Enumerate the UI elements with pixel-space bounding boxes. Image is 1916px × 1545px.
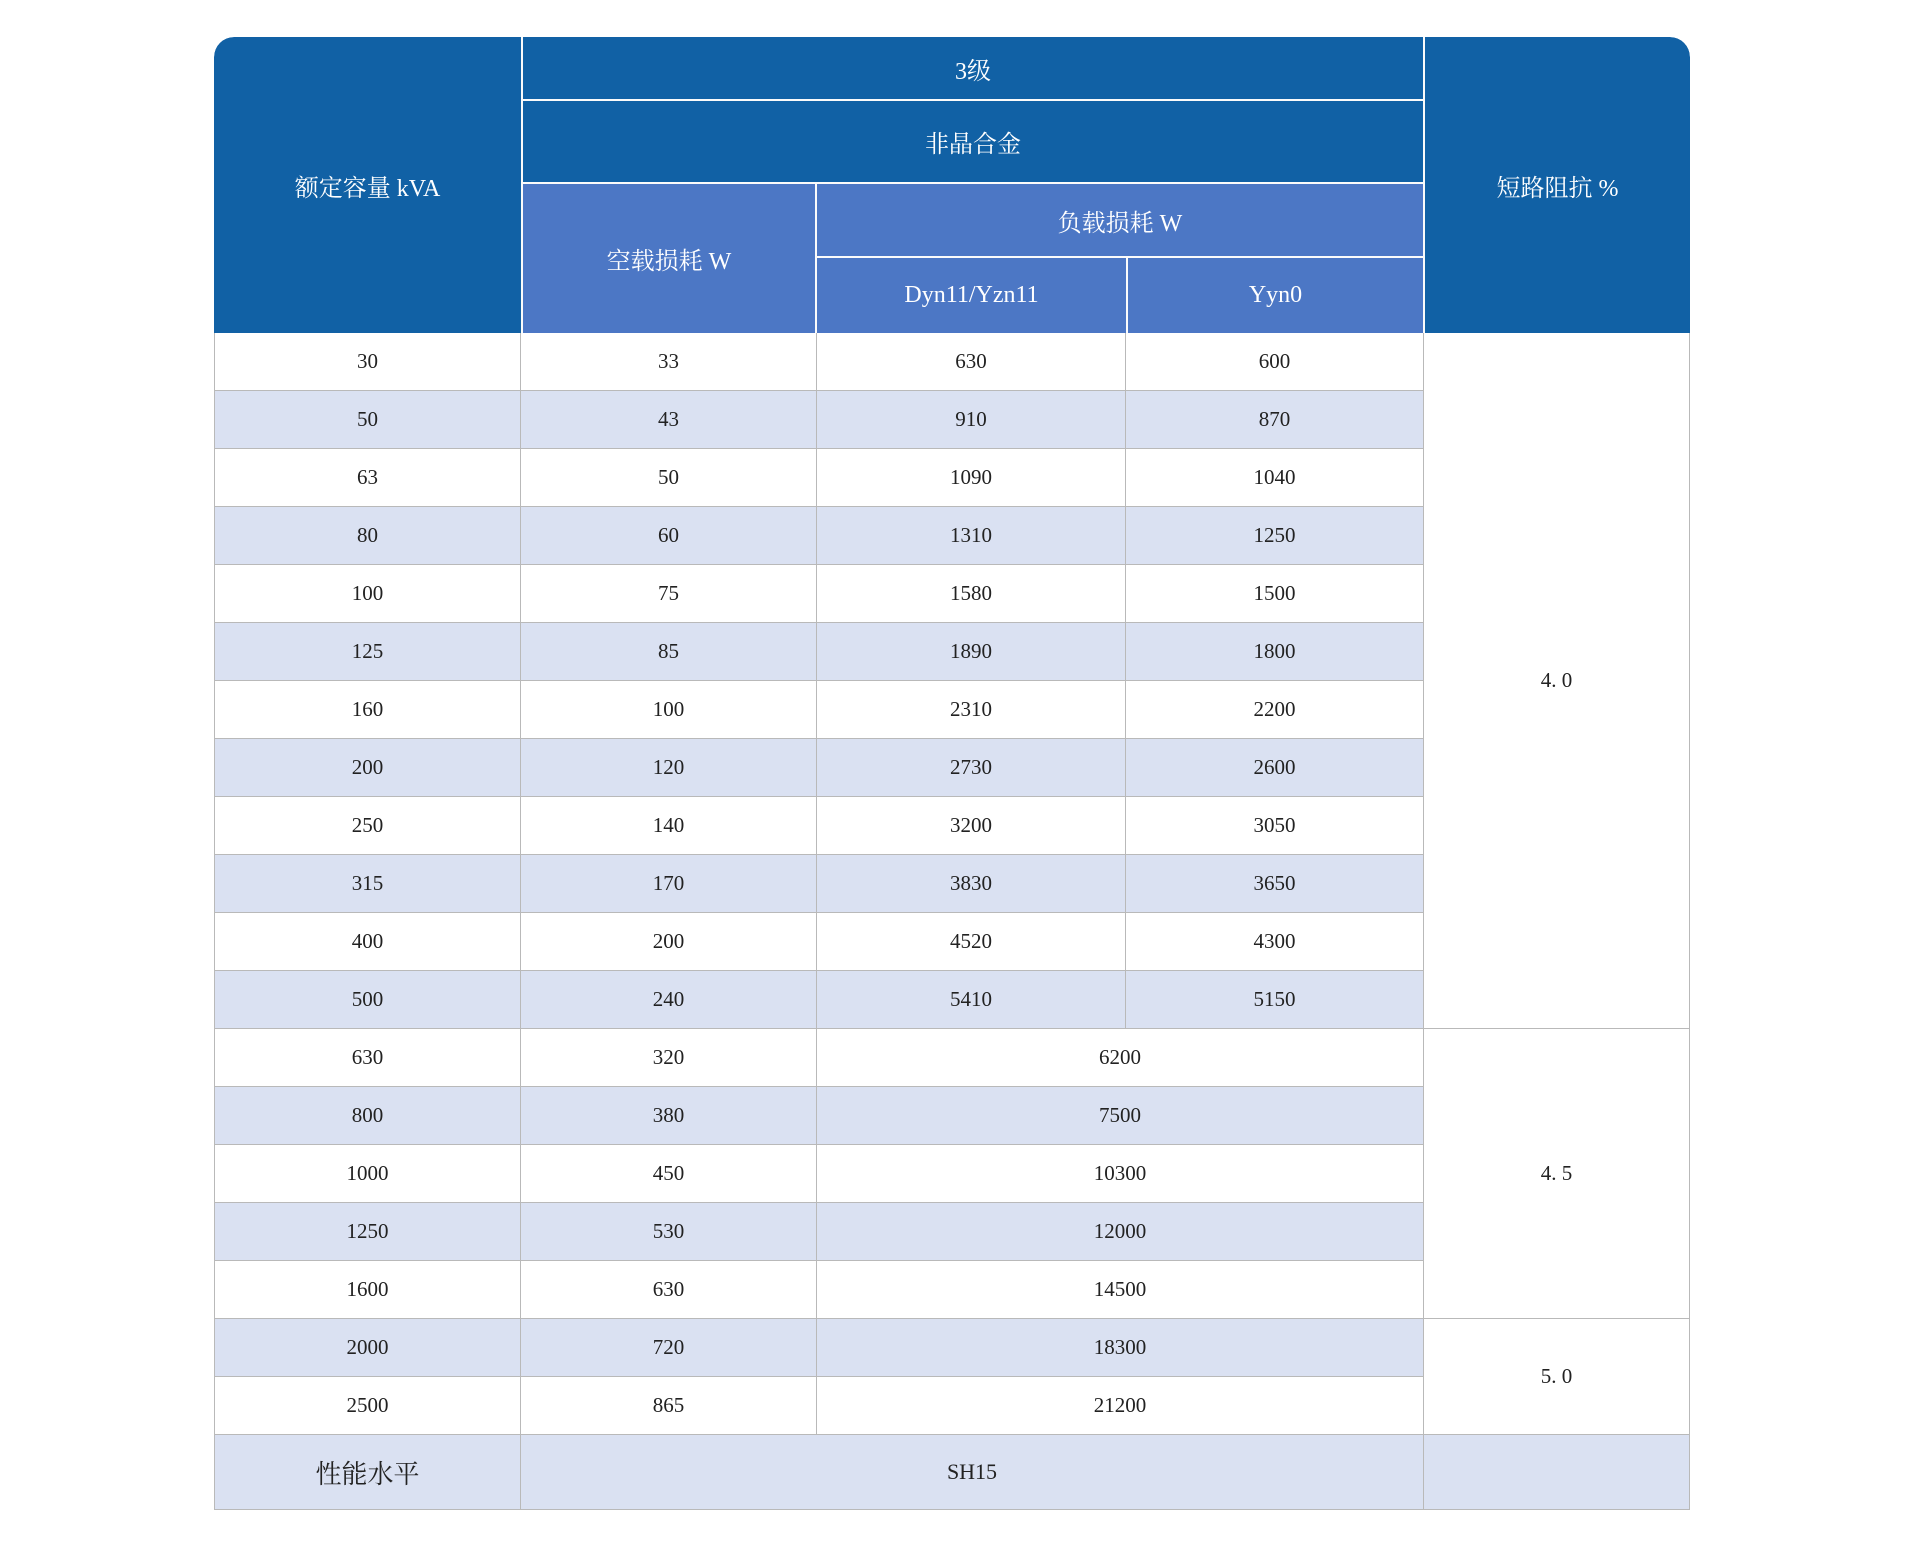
table-cell: 7500: [817, 1087, 1423, 1145]
table-cell: 75: [521, 565, 817, 623]
table-cell: 1040: [1126, 449, 1423, 507]
table-cell: 240: [521, 971, 817, 1029]
table-cell: 200: [521, 913, 817, 971]
header-dyn11-yzn11: Dyn11/Yzn11: [817, 258, 1126, 333]
table-cell: 85: [521, 623, 817, 681]
table-cell: 1500: [1126, 565, 1423, 623]
table-cell: 140: [521, 797, 817, 855]
header-no-load-loss: 空载损耗 W: [521, 182, 817, 333]
table-cell: 170: [521, 855, 817, 913]
table-cell: 5410: [817, 971, 1126, 1029]
table-cell: 3200: [817, 797, 1126, 855]
impedance-footer-empty-cell: [1423, 1435, 1690, 1510]
table-cell: 10300: [817, 1145, 1423, 1203]
table-cell: 400: [214, 913, 521, 971]
table-cell: 630: [817, 333, 1126, 391]
table-cell: 2500: [214, 1377, 521, 1435]
impedance-value-group3: 5. 0: [1423, 1319, 1690, 1435]
table-cell: 100: [214, 565, 521, 623]
table-cell: 12000: [817, 1203, 1423, 1261]
table-cell: 800: [214, 1087, 521, 1145]
table-cell: 33: [521, 333, 817, 391]
performance-level-label: 性能水平: [214, 1435, 521, 1510]
table-cell: 3050: [1126, 797, 1423, 855]
table-cell: 1000: [214, 1145, 521, 1203]
table-cell: 2200: [1126, 681, 1423, 739]
table-cell: 100: [521, 681, 817, 739]
table-cell: 2310: [817, 681, 1126, 739]
table-cell: 500: [214, 971, 521, 1029]
table-cell: 60: [521, 507, 817, 565]
table-cell: 870: [1126, 391, 1423, 449]
table-cell: 63: [214, 449, 521, 507]
table-cell: 50: [521, 449, 817, 507]
table-cell: 80: [214, 507, 521, 565]
table-cell: 720: [521, 1319, 817, 1377]
table-cell: 4300: [1126, 913, 1423, 971]
table-cell: 450: [521, 1145, 817, 1203]
header-yyn0: Yyn0: [1126, 258, 1423, 333]
table-cell: 3650: [1126, 855, 1423, 913]
table-cell: 910: [817, 391, 1126, 449]
table-cell: 1600: [214, 1261, 521, 1319]
table-cell: 5150: [1126, 971, 1423, 1029]
header-material: 非晶合金: [521, 101, 1423, 182]
table-cell: 3830: [817, 855, 1126, 913]
header-rated-capacity: 额定容量 kVA: [214, 37, 521, 333]
table-cell: 2600: [1126, 739, 1423, 797]
table-cell: 1890: [817, 623, 1126, 681]
table-cell: 380: [521, 1087, 817, 1145]
impedance-value-group1: 4. 0: [1423, 333, 1690, 1029]
table-cell: 4520: [817, 913, 1126, 971]
table-cell: 160: [214, 681, 521, 739]
table-cell: 320: [521, 1029, 817, 1087]
header-load-loss: 负载损耗 W: [817, 182, 1423, 258]
table-cell: 200: [214, 739, 521, 797]
table-cell: 250: [214, 797, 521, 855]
table-cell: 630: [521, 1261, 817, 1319]
table-cell: 14500: [817, 1261, 1423, 1319]
table-cell: 125: [214, 623, 521, 681]
header-level: 3级: [521, 37, 1423, 101]
impedance-value-group2: 4. 5: [1423, 1029, 1690, 1319]
table-cell: 1090: [817, 449, 1126, 507]
table-cell: 6200: [817, 1029, 1423, 1087]
table-cell: 43: [521, 391, 817, 449]
table-cell: 21200: [817, 1377, 1423, 1435]
table-cell: 120: [521, 739, 817, 797]
table-cell: 530: [521, 1203, 817, 1261]
table-cell: 865: [521, 1377, 817, 1435]
table-cell: 1580: [817, 565, 1126, 623]
table-cell: 1250: [1126, 507, 1423, 565]
header-short-circuit-impedance: 短路阻抗 %: [1423, 37, 1690, 333]
table-cell: 1250: [214, 1203, 521, 1261]
performance-level-value: SH15: [521, 1435, 1423, 1510]
table-cell: 1310: [817, 507, 1126, 565]
table-cell: 30: [214, 333, 521, 391]
table-cell: 630: [214, 1029, 521, 1087]
table-cell: 2000: [214, 1319, 521, 1377]
table-cell: 18300: [817, 1319, 1423, 1377]
table-cell: 315: [214, 855, 521, 913]
table-cell: 2730: [817, 739, 1126, 797]
table-cell: 1800: [1126, 623, 1423, 681]
table-cell: 50: [214, 391, 521, 449]
table-cell: 600: [1126, 333, 1423, 391]
transformer-spec-table: [214, 37, 1690, 1510]
